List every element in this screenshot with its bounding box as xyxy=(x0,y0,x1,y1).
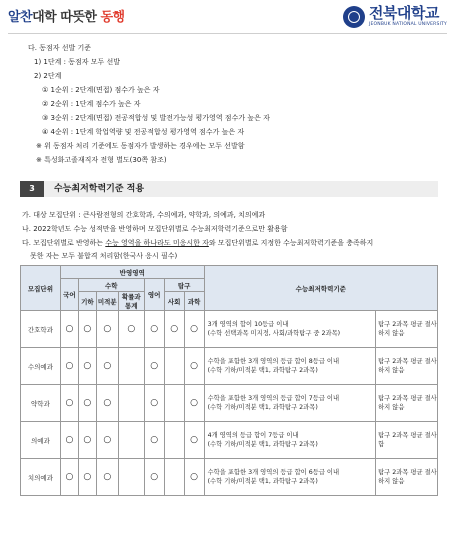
criteria-main: 수학을 포함한 3개 영역의 등급 합이 6등급 이내 xyxy=(207,469,340,476)
heading-tiebreak: 다. 동점자 선발 기준 xyxy=(28,44,91,52)
mark-science: ○ xyxy=(184,422,204,459)
mark-social: ○ xyxy=(164,311,184,348)
slogan-part: 대학 xyxy=(32,10,57,25)
tiebreak-step1: 1) 1단계 : 동점자 모두 선발 xyxy=(34,58,120,66)
mark-korean: ○ xyxy=(60,422,78,459)
mark-science: ○ xyxy=(184,385,204,422)
page-header xyxy=(0,0,455,34)
criteria-main: 4개 영역의 등급 합이 7등급 이내 xyxy=(207,432,299,439)
dept-name: 수의예과 xyxy=(21,348,61,385)
mark-korean: ○ xyxy=(60,459,78,496)
dept-name: 의예과 xyxy=(21,422,61,459)
header-giha: 기하 xyxy=(78,292,96,311)
criteria-note: 탐구 2과목 평균 절사하지 않음 xyxy=(376,311,438,348)
criteria-note: 탐구 2과목 평균 절사함 xyxy=(376,422,438,459)
mark-science: ○ xyxy=(184,311,204,348)
criteria-note: 탐구 2과목 평균 절사하지 않음 xyxy=(376,459,438,496)
mark-hwaktong xyxy=(118,385,144,422)
mark-misjeok: ○ xyxy=(96,459,118,496)
tiebreak-rank1: ① 1순위 : 2단계(면접) 점수가 높은 자 xyxy=(42,86,160,94)
table-row xyxy=(21,385,438,422)
header-english: 영어 xyxy=(144,279,164,311)
tiebreak-rank2: ② 2순위 : 1단계 점수가 높은 자 xyxy=(42,100,141,108)
criteria-text xyxy=(204,348,376,385)
university-name: 전북대학교 xyxy=(368,4,439,23)
criteria-main: 수학을 포함한 3개 영역의 등급 합이 7등급 이내 xyxy=(207,395,340,402)
criteria-text xyxy=(204,459,376,496)
slogan-part: 따뜻한 xyxy=(56,10,101,25)
tiebreak-rank4: ④ 4순위 : 1단계 학업역량 및 전공적합성 평가영역 점수가 높은 자 xyxy=(42,128,245,136)
table-row xyxy=(21,311,438,348)
criteria-detail: (수학 기하/미적분 택1, 과학탐구 2과목) xyxy=(207,367,318,374)
criteria-detail: (수학 기하/미적분 택1, 과학탐구 2과목) xyxy=(207,478,318,485)
mark-giha: ○ xyxy=(78,459,96,496)
tiebreak-rank3: ③ 3순위 : 2단계(면접) 전공적합성 및 발전가능성 평가영역 점수가 높은 자 xyxy=(42,114,270,122)
mark-english: ○ xyxy=(144,348,164,385)
criteria-text xyxy=(204,385,376,422)
criteria-note: 탐구 2과목 평균 절사하지 않음 xyxy=(376,348,438,385)
dept-name: 간호학과 xyxy=(21,311,61,348)
tiebreak-note1: ※ 위 동점자 처리 기준에도 동점자가 발생하는 경우에는 모두 선발함 xyxy=(36,142,245,150)
mark-science: ○ xyxy=(184,459,204,496)
header-hwaktong: 확률과통계 xyxy=(118,292,144,311)
mark-science: ○ xyxy=(184,348,204,385)
header-korean: 국어 xyxy=(60,279,78,311)
mark-english: ○ xyxy=(144,385,164,422)
header-divider xyxy=(8,33,447,34)
table-row xyxy=(21,422,438,459)
mark-hwaktong xyxy=(118,348,144,385)
section-number: 3 xyxy=(20,181,44,197)
table-row xyxy=(21,348,438,385)
header-misjeok: 미적분 xyxy=(96,292,118,311)
slogan-part: 동행 xyxy=(100,10,125,25)
header-tamgu: 탐구 xyxy=(164,279,204,292)
minimum-score-table xyxy=(20,265,438,496)
mark-hwaktong xyxy=(118,459,144,496)
criteria-detail: (수학 선택과목 미지정, 사회/과학탐구 중 2과목) xyxy=(207,330,341,337)
mark-hwaktong: ○ xyxy=(118,311,144,348)
mark-giha: ○ xyxy=(78,385,96,422)
header-unit: 모집단위 xyxy=(21,266,61,311)
header-criteria: 수능최저학력기준 xyxy=(204,266,437,311)
criteria-detail: (수학 기하/미적분 택1, 과학탐구 2과목) xyxy=(207,441,318,448)
criteria-main: 수학을 포함한 3개 영역의 등급 합이 8등급 이내 xyxy=(207,358,340,365)
mark-misjeok: ○ xyxy=(96,422,118,459)
criteria-main: 3개 영역의 합이 10등급 이내 xyxy=(207,321,289,328)
criteria-line-c-post: 와 모집단위별로 지정한 수능최저학력기준을 충족하지 xyxy=(208,239,374,247)
mark-korean: ○ xyxy=(60,311,78,348)
criteria-note: 탐구 2과목 평균 절사하지 않음 xyxy=(376,385,438,422)
mark-social xyxy=(164,459,184,496)
section-title: 수능최저학력기준 적용 xyxy=(54,184,145,194)
university-logo xyxy=(343,3,447,31)
criteria-line-a: 가. 대상 모집단위 : 큰사람전형의 간호학과, 수의예과, 약학과, 의예과, 치의예과 xyxy=(22,211,266,219)
criteria-line-c-pre: 다. 모집단위별로 반영하는 xyxy=(22,239,106,247)
header-social: 사회 xyxy=(164,292,184,311)
slogan-part: 알찬 xyxy=(8,10,33,25)
mark-hwaktong xyxy=(118,422,144,459)
mark-social xyxy=(164,385,184,422)
mark-misjeok: ○ xyxy=(96,348,118,385)
mark-giha: ○ xyxy=(78,311,96,348)
mark-misjeok: ○ xyxy=(96,385,118,422)
criteria-text xyxy=(204,422,376,459)
mark-social xyxy=(164,422,184,459)
mark-giha: ○ xyxy=(78,348,96,385)
tiebreak-note2: ※ 특성화고졸재직자 전형 별도(30쪽 참조) xyxy=(36,156,167,164)
mark-english: ○ xyxy=(144,311,164,348)
criteria-line-c xyxy=(22,239,373,248)
header-science: 과학 xyxy=(184,292,204,311)
criteria-line-b: 나. 2022학년도 수능 성적만을 반영하며 모집단위별로 수능최저학력기준으로만 활용함 xyxy=(22,225,288,233)
criteria-line-c-underline: 수능 영역을 하나라도 미응시한 자 xyxy=(105,239,209,247)
header-math: 수학 xyxy=(78,279,144,292)
table-row xyxy=(21,459,438,496)
university-seal-icon xyxy=(343,6,365,28)
mark-korean: ○ xyxy=(60,385,78,422)
tiebreak-step2: 2) 2단계 xyxy=(34,72,62,80)
dept-name: 약학과 xyxy=(21,385,61,422)
dept-name: 치의예과 xyxy=(21,459,61,496)
mark-misjeok: ○ xyxy=(96,311,118,348)
mark-korean: ○ xyxy=(60,348,78,385)
mark-social xyxy=(164,348,184,385)
mark-english: ○ xyxy=(144,459,164,496)
section-header xyxy=(20,181,438,197)
university-name-en: JEONBUK NATIONAL UNIVERSITY xyxy=(368,22,447,28)
mark-giha: ○ xyxy=(78,422,96,459)
slogan-logo xyxy=(8,6,125,25)
criteria-detail: (수학 기하/미적분 택1, 과학탐구 2과목) xyxy=(207,404,318,411)
header-area: 반영영역 xyxy=(60,266,204,279)
mark-english: ○ xyxy=(144,422,164,459)
criteria-text xyxy=(204,311,376,348)
criteria-line-c2: 못한 자는 모두 불합격 처리함(한국사 응시 필수) xyxy=(30,252,178,260)
